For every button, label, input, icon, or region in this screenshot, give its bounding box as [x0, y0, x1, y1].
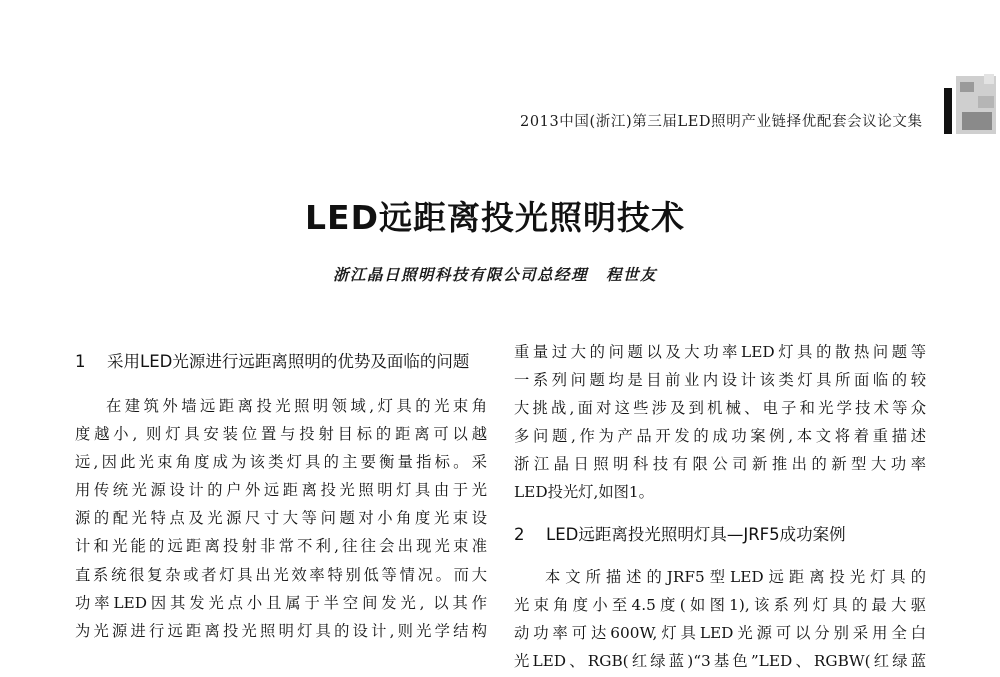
section-number-2: 2 — [514, 524, 525, 544]
text-line: 直系统很复杂或者灯具出光效率特别低等情况。而大 — [75, 565, 487, 584]
section-heading-2 — [514, 519, 926, 551]
left-column — [75, 346, 487, 645]
byline — [0, 263, 990, 285]
text-line: 重量过大的问题以及大功率LED灯具的散热问题等 — [514, 343, 926, 361]
text-line: 一系列问题均是目前业内设计该类灯具所面临的较 — [514, 371, 926, 390]
text-line: 动功率可达600W,灯具LED光源可以分别采用全白 — [514, 623, 926, 642]
text-line: 浙江晶日照明科技有限公司新推出的新型大功率 — [514, 455, 926, 474]
text-line: 大挑战,面对这些涉及到机械、电子和光学技术等众 — [514, 399, 926, 418]
section-title-1: 采用LED光源进行远距离照明的优势及面临的问题 — [107, 352, 470, 371]
text-line: 远,因此光束角度成为该类灯具的主要衡量指标。采 — [75, 453, 487, 472]
section-1-paragraph — [75, 392, 487, 645]
author-affiliation: 浙江晶日照明科技有限公司总经理 — [332, 265, 588, 284]
text-line: 光LED、RGB(红绿蓝)“3基色”LED、RGBW(红绿蓝 — [514, 651, 926, 670]
section-2-paragraph — [514, 563, 926, 675]
author-name: 程世友 — [606, 265, 658, 284]
section-heading-1 — [75, 346, 487, 378]
text-line: 光束角度小至4.5度(如图1),该系列灯具的最大驱 — [514, 595, 926, 614]
text-line: 计和光能的远距离投射非常不利,往往会出现光束准 — [75, 537, 487, 556]
text-line: 在建筑外墙远距离投光照明领域,灯具的光束角 — [106, 397, 487, 415]
text-line: 度越小, 则灯具安装位置与投射目标的距离可以越 — [75, 425, 487, 444]
text-line: 用传统光源设计的户外远距离投光照明灯具由于光 — [75, 481, 487, 500]
text-line: 功率LED因其发光点小且属于半空间发光, 以其作 — [75, 593, 487, 612]
text-line: 本文所描述的JRF5型LED远距离投光灯具的 — [545, 567, 926, 586]
section-number-1: 1 — [75, 352, 86, 371]
right-column — [514, 338, 926, 675]
text-line: LED投光灯,如图1。 — [514, 483, 654, 502]
text-line: 多问题,作为产品开发的成功案例,本文将着重描述 — [514, 427, 926, 446]
text-line: 为光源进行远距离投光照明灯具的设计,则光学结构 — [75, 621, 487, 640]
scan-artifact-mark — [934, 68, 1000, 138]
continued-paragraph — [514, 338, 926, 507]
paper-title: LED远距离投光照明技术 — [305, 198, 685, 237]
section-title-2: LED远距离投光照明灯具—JRF5成功案例 — [546, 524, 846, 544]
text-line: 源的配光特点及光源尺寸大等问题对小角度光束设 — [75, 509, 487, 528]
running-header: 2013中国(浙江)第三届LED照明产业链择优配套会议论文集 — [520, 114, 923, 130]
